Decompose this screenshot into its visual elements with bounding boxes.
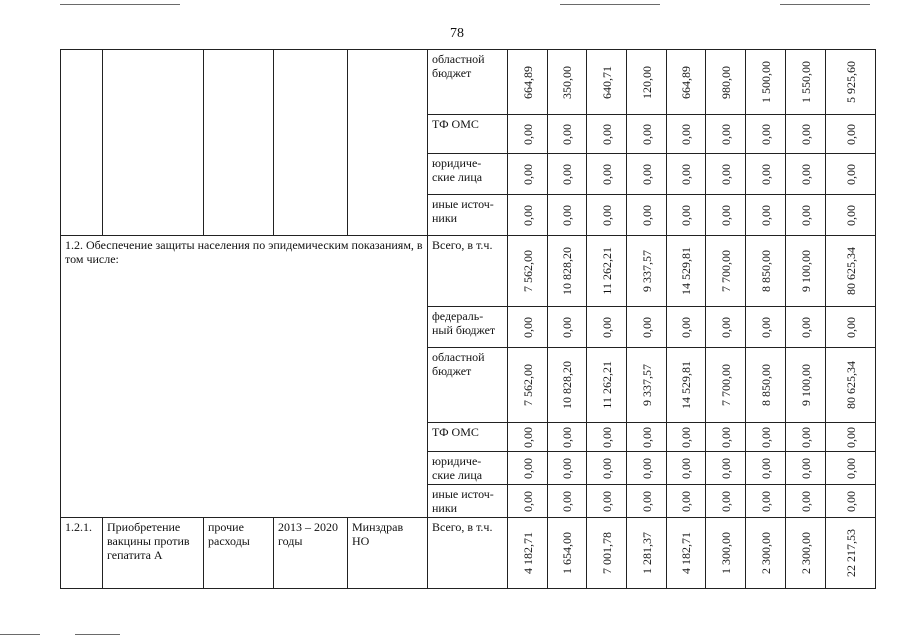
value-cell bbox=[706, 452, 746, 485]
amount-value: 980,00 bbox=[718, 65, 733, 99]
funding-source: областной бюджет bbox=[428, 348, 508, 423]
value-cell bbox=[548, 348, 587, 423]
value-cell bbox=[667, 423, 706, 452]
value-cell bbox=[587, 50, 627, 115]
value-cell bbox=[548, 423, 587, 452]
amount-value: 0,00 bbox=[843, 163, 858, 185]
value-cell bbox=[826, 50, 876, 115]
value-cell bbox=[587, 236, 627, 307]
item-executor: Минздрав НО bbox=[348, 518, 428, 589]
group-label: 1.2. Обеспечение защиты населения по эпидемическим показаниям, в том числе: bbox=[61, 236, 428, 518]
amount-value: 0,00 bbox=[639, 163, 654, 185]
value-cell bbox=[667, 452, 706, 485]
funding-source: ТФ ОМС bbox=[428, 423, 508, 452]
amount-value: 0,00 bbox=[520, 457, 535, 479]
value-cell bbox=[587, 154, 627, 195]
amount-value: 0,00 bbox=[560, 490, 574, 512]
value-cell bbox=[706, 195, 746, 236]
value-cell bbox=[587, 452, 627, 485]
amount-value: 0,00 bbox=[560, 163, 574, 185]
amount-value: 0,00 bbox=[798, 490, 813, 512]
value-cell bbox=[786, 195, 826, 236]
funding-source: юридиче-ские лица bbox=[428, 154, 508, 195]
value-cell bbox=[587, 307, 627, 348]
amount-value: 0,00 bbox=[639, 490, 654, 512]
amount-value: 7 562,00 bbox=[520, 364, 535, 406]
amount-value: 0,00 bbox=[639, 457, 654, 479]
amount-value: 0,00 bbox=[758, 490, 773, 512]
value-cell bbox=[548, 485, 587, 518]
value-cell bbox=[746, 50, 786, 115]
amount-value: 0,00 bbox=[560, 457, 574, 479]
value-cell bbox=[706, 348, 746, 423]
amount-value: 0,00 bbox=[758, 316, 773, 338]
scan-artifact-line bbox=[75, 634, 120, 635]
value-cell bbox=[706, 236, 746, 307]
amount-value: 640,71 bbox=[599, 65, 614, 99]
amount-value: 7 700,00 bbox=[718, 364, 733, 406]
value-cell bbox=[508, 115, 548, 154]
amount-value: 0,00 bbox=[718, 123, 733, 145]
value-cell bbox=[786, 485, 826, 518]
empty-cell-period bbox=[274, 50, 348, 236]
amount-value: 8 850,00 bbox=[758, 250, 773, 292]
item-expense-type: прочие расходы bbox=[204, 518, 274, 589]
value-cell bbox=[786, 236, 826, 307]
value-cell bbox=[826, 195, 876, 236]
amount-value: 0,00 bbox=[758, 457, 773, 479]
value-cell bbox=[786, 50, 826, 115]
value-cell bbox=[667, 115, 706, 154]
amount-value: 0,00 bbox=[843, 204, 858, 226]
amount-value: 0,00 bbox=[639, 123, 654, 145]
amount-value: 1 550,00 bbox=[798, 61, 813, 103]
amount-value: 0,00 bbox=[679, 490, 693, 512]
value-cell bbox=[548, 154, 587, 195]
value-cell bbox=[826, 423, 876, 452]
amount-value: 0,00 bbox=[520, 426, 535, 448]
amount-value: 80 625,34 bbox=[843, 361, 858, 409]
amount-value: 120,00 bbox=[639, 65, 654, 99]
amount-value: 0,00 bbox=[599, 163, 614, 185]
amount-value: 0,00 bbox=[798, 163, 813, 185]
amount-value: 4 182,71 bbox=[679, 532, 693, 574]
value-cell bbox=[746, 485, 786, 518]
value-cell bbox=[706, 485, 746, 518]
amount-value: 0,00 bbox=[520, 123, 535, 145]
amount-value: 0,00 bbox=[520, 204, 535, 226]
amount-value: 7 700,00 bbox=[718, 250, 733, 292]
value-cell bbox=[627, 348, 667, 423]
table-row bbox=[61, 50, 876, 115]
amount-value: 0,00 bbox=[599, 426, 614, 448]
value-cell bbox=[548, 307, 587, 348]
amount-value: 0,00 bbox=[758, 426, 773, 448]
amount-value: 7 562,00 bbox=[520, 250, 535, 292]
amount-value: 0,00 bbox=[679, 316, 693, 338]
value-cell bbox=[508, 348, 548, 423]
value-cell bbox=[627, 423, 667, 452]
value-cell bbox=[508, 50, 548, 115]
page-number: 78 bbox=[450, 26, 464, 41]
funding-source: иные источ-ники bbox=[428, 485, 508, 518]
amount-value: 0,00 bbox=[639, 316, 654, 338]
scan-artifact-line bbox=[560, 4, 660, 5]
amount-value: 0,00 bbox=[843, 123, 858, 145]
amount-value: 0,00 bbox=[798, 457, 813, 479]
empty-cell-number bbox=[61, 50, 103, 236]
value-cell bbox=[508, 518, 548, 589]
value-cell bbox=[587, 115, 627, 154]
item-number: 1.2.1. bbox=[61, 518, 103, 589]
value-cell bbox=[826, 485, 876, 518]
value-cell bbox=[508, 485, 548, 518]
value-cell bbox=[667, 154, 706, 195]
value-cell bbox=[508, 307, 548, 348]
amount-value: 7 001,78 bbox=[599, 532, 614, 574]
value-cell bbox=[826, 348, 876, 423]
value-cell bbox=[548, 452, 587, 485]
amount-value: 0,00 bbox=[520, 316, 535, 338]
amount-value: 14 529,81 bbox=[679, 247, 693, 295]
value-cell bbox=[746, 518, 786, 589]
value-cell bbox=[746, 423, 786, 452]
item-title: Приобретение вакцины против гепатита А bbox=[103, 518, 204, 589]
amount-value: 0,00 bbox=[718, 426, 733, 448]
amount-value: 0,00 bbox=[560, 426, 574, 448]
value-cell bbox=[786, 423, 826, 452]
amount-value: 0,00 bbox=[599, 490, 614, 512]
amount-value: 0,00 bbox=[560, 316, 574, 338]
value-cell bbox=[786, 154, 826, 195]
value-cell bbox=[706, 115, 746, 154]
value-cell bbox=[627, 115, 667, 154]
value-cell bbox=[587, 423, 627, 452]
amount-value: 0,00 bbox=[843, 457, 858, 479]
value-cell bbox=[627, 154, 667, 195]
amount-value: 2 300,00 bbox=[758, 532, 773, 574]
value-cell bbox=[508, 154, 548, 195]
amount-value: 0,00 bbox=[798, 316, 813, 338]
value-cell bbox=[627, 236, 667, 307]
value-cell bbox=[667, 518, 706, 589]
amount-value: 0,00 bbox=[758, 163, 773, 185]
amount-value: 0,00 bbox=[758, 204, 773, 226]
amount-value: 0,00 bbox=[679, 426, 693, 448]
amount-value: 0,00 bbox=[599, 123, 614, 145]
value-cell bbox=[508, 195, 548, 236]
value-cell bbox=[587, 518, 627, 589]
amount-value: 0,00 bbox=[520, 163, 535, 185]
funding-source: областной бюджет bbox=[428, 50, 508, 115]
budget-table bbox=[60, 49, 876, 589]
table-row bbox=[61, 518, 876, 589]
value-cell bbox=[667, 307, 706, 348]
amount-value: 1 300,00 bbox=[718, 532, 733, 574]
amount-value: 2 300,00 bbox=[798, 532, 813, 574]
amount-value: 0,00 bbox=[520, 490, 535, 512]
amount-value: 0,00 bbox=[798, 123, 813, 145]
value-cell bbox=[508, 236, 548, 307]
value-cell bbox=[587, 195, 627, 236]
funding-source: Всего, в т.ч. bbox=[428, 236, 508, 307]
value-cell bbox=[627, 307, 667, 348]
amount-value: 14 529,81 bbox=[679, 361, 693, 409]
amount-value: 1 500,00 bbox=[758, 61, 773, 103]
scan-artifact-line bbox=[780, 4, 870, 5]
value-cell bbox=[548, 50, 587, 115]
amount-value: 0,00 bbox=[718, 204, 733, 226]
empty-cell-title bbox=[103, 50, 204, 236]
amount-value: 0,00 bbox=[843, 316, 858, 338]
funding-source: юридиче-ские лица bbox=[428, 452, 508, 485]
amount-value: 0,00 bbox=[560, 123, 574, 145]
amount-value: 0,00 bbox=[679, 123, 693, 145]
value-cell bbox=[746, 236, 786, 307]
value-cell bbox=[667, 348, 706, 423]
value-cell bbox=[826, 307, 876, 348]
amount-value: 0,00 bbox=[718, 490, 733, 512]
funding-source: федераль-ный бюджет bbox=[428, 307, 508, 348]
value-cell bbox=[706, 154, 746, 195]
value-cell bbox=[746, 154, 786, 195]
value-cell bbox=[627, 195, 667, 236]
amount-value: 0,00 bbox=[560, 204, 574, 226]
value-cell bbox=[627, 50, 667, 115]
amount-value: 1 281,37 bbox=[639, 532, 654, 574]
amount-value: 4 182,71 bbox=[520, 532, 535, 574]
value-cell bbox=[627, 518, 667, 589]
value-cell bbox=[548, 518, 587, 589]
amount-value: 9 100,00 bbox=[798, 250, 813, 292]
value-cell bbox=[667, 50, 706, 115]
amount-value: 0,00 bbox=[639, 426, 654, 448]
table-row bbox=[61, 236, 876, 307]
amount-value: 350,00 bbox=[560, 65, 574, 99]
amount-value: 8 850,00 bbox=[758, 364, 773, 406]
funding-source: иные источ-ники bbox=[428, 195, 508, 236]
value-cell bbox=[508, 423, 548, 452]
value-cell bbox=[706, 50, 746, 115]
amount-value: 664,89 bbox=[520, 65, 535, 99]
amount-value: 0,00 bbox=[843, 426, 858, 448]
value-cell bbox=[786, 115, 826, 154]
scan-artifact-line bbox=[60, 4, 180, 5]
item-period: 2013 – 2020 годы bbox=[274, 518, 348, 589]
value-cell bbox=[667, 485, 706, 518]
amount-value: 10 828,20 bbox=[560, 361, 574, 409]
amount-value: 1 654,00 bbox=[560, 532, 574, 574]
amount-value: 0,00 bbox=[718, 316, 733, 338]
amount-value: 5 925,60 bbox=[843, 61, 858, 103]
amount-value: 0,00 bbox=[758, 123, 773, 145]
empty-cell-executor bbox=[348, 50, 428, 236]
value-cell bbox=[826, 518, 876, 589]
amount-value: 9 100,00 bbox=[798, 364, 813, 406]
amount-value: 0,00 bbox=[798, 426, 813, 448]
value-cell bbox=[706, 307, 746, 348]
value-cell bbox=[746, 348, 786, 423]
amount-value: 0,00 bbox=[599, 204, 614, 226]
value-cell bbox=[786, 452, 826, 485]
value-cell bbox=[667, 195, 706, 236]
amount-value: 0,00 bbox=[679, 204, 693, 226]
value-cell bbox=[826, 236, 876, 307]
amount-value: 0,00 bbox=[798, 204, 813, 226]
value-cell bbox=[548, 195, 587, 236]
value-cell bbox=[786, 348, 826, 423]
value-cell bbox=[587, 485, 627, 518]
value-cell bbox=[548, 236, 587, 307]
empty-cell-expense bbox=[204, 50, 274, 236]
amount-value: 664,89 bbox=[679, 65, 693, 99]
amount-value: 0,00 bbox=[843, 490, 858, 512]
amount-value: 9 337,57 bbox=[639, 250, 654, 292]
value-cell bbox=[587, 348, 627, 423]
value-cell bbox=[826, 115, 876, 154]
value-cell bbox=[826, 154, 876, 195]
value-cell bbox=[786, 307, 826, 348]
scan-artifact-line bbox=[0, 634, 40, 635]
amount-value: 80 625,34 bbox=[843, 247, 858, 295]
funding-source: Всего, в т.ч. bbox=[428, 518, 508, 589]
value-cell bbox=[706, 423, 746, 452]
value-cell bbox=[667, 236, 706, 307]
amount-value: 11 262,21 bbox=[599, 361, 614, 409]
amount-value: 0,00 bbox=[718, 163, 733, 185]
amount-value: 9 337,57 bbox=[639, 364, 654, 406]
amount-value: 10 828,20 bbox=[560, 247, 574, 295]
value-cell bbox=[508, 452, 548, 485]
value-cell bbox=[746, 195, 786, 236]
value-cell bbox=[627, 485, 667, 518]
funding-source: ТФ ОМС bbox=[428, 115, 508, 154]
amount-value: 0,00 bbox=[718, 457, 733, 479]
value-cell bbox=[627, 452, 667, 485]
value-cell bbox=[706, 518, 746, 589]
amount-value: 0,00 bbox=[679, 163, 693, 185]
amount-value: 11 262,21 bbox=[599, 247, 614, 295]
value-cell bbox=[746, 452, 786, 485]
value-cell bbox=[746, 307, 786, 348]
value-cell bbox=[786, 518, 826, 589]
amount-value: 22 217,53 bbox=[843, 529, 858, 577]
amount-value: 0,00 bbox=[599, 316, 614, 338]
amount-value: 0,00 bbox=[599, 457, 614, 479]
amount-value: 0,00 bbox=[639, 204, 654, 226]
value-cell bbox=[826, 452, 876, 485]
amount-value: 0,00 bbox=[679, 457, 693, 479]
value-cell bbox=[548, 115, 587, 154]
value-cell bbox=[746, 115, 786, 154]
